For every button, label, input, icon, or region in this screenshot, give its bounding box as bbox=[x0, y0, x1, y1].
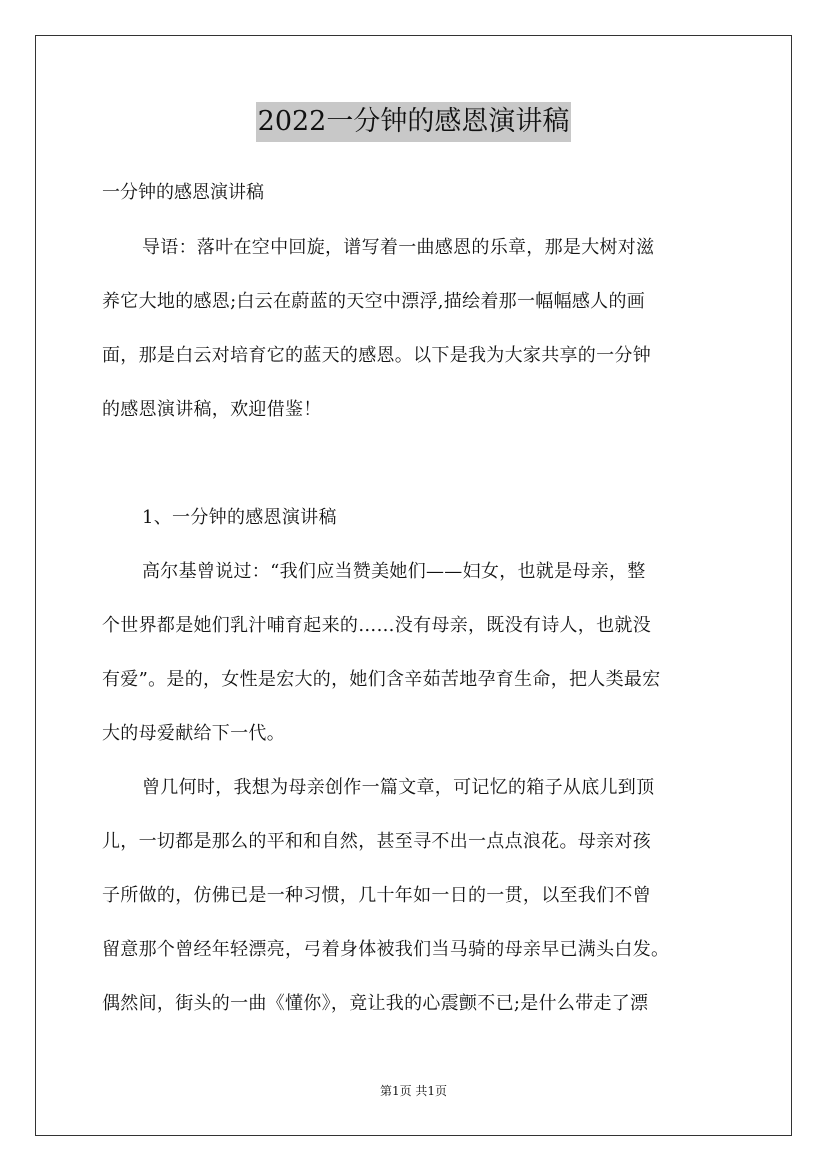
document-subtitle: 一分钟的感恩演讲稿 bbox=[102, 182, 264, 203]
paragraph-line: 高尔基曾说过：“我们应当赞美她们——妇女，也就是母亲，整 bbox=[142, 561, 646, 582]
paragraph-line: 留意那个曾经年轻漂亮，弓着身体被我们当马骑的母亲早已满头白发。 bbox=[102, 939, 670, 960]
paragraph-line: 养它大地的感恩;白云在蔚蓝的天空中漂浮,描绘着那一幅幅感人的画 bbox=[102, 291, 646, 312]
paragraph-line: 有爱”。是的，女性是宏大的，她们含辛茹苦地孕育生命，把人类最宏 bbox=[102, 669, 661, 690]
paragraph-line: 偶然间，街头的一曲《懂你》，竟让我的心震颤不已;是什么带走了漂 bbox=[102, 993, 649, 1014]
page-footer: 第1页 共1页 bbox=[379, 1084, 448, 1098]
paragraph-line: 曾几何时，我想为母亲创作一篇文章，可记忆的箱子从底儿到顶 bbox=[142, 777, 655, 798]
section-heading: 1、一分钟的感恩演讲稿 bbox=[142, 507, 337, 528]
paragraph-line: 子所做的，仿佛已是一种习惯，几十年如一日的一贯，以至我们不曾 bbox=[102, 885, 651, 906]
paragraph-line: 的感恩演讲稿，欢迎借鉴！ bbox=[102, 399, 322, 420]
paragraph-line: 个世界都是她们乳汁哺育起来的……没有母亲，既没有诗人，也就没 bbox=[102, 615, 651, 636]
paragraph-line: 儿，一切都是那么的平和和自然，甚至寻不出一点点浪花。母亲对孩 bbox=[102, 831, 651, 852]
paragraph-line: 导语：落叶在空中回旋，谱写着一曲感恩的乐章，那是大树对滋 bbox=[142, 237, 655, 258]
document-title: 2022一分钟的感恩演讲稿 bbox=[256, 102, 572, 142]
paragraph-line: 大的母爱献给下一代。 bbox=[102, 723, 285, 744]
paragraph-line: 面，那是白云对培育它的蓝天的感恩。以下是我为大家共享的一分钟 bbox=[102, 345, 651, 366]
title-container bbox=[0, 102, 827, 142]
